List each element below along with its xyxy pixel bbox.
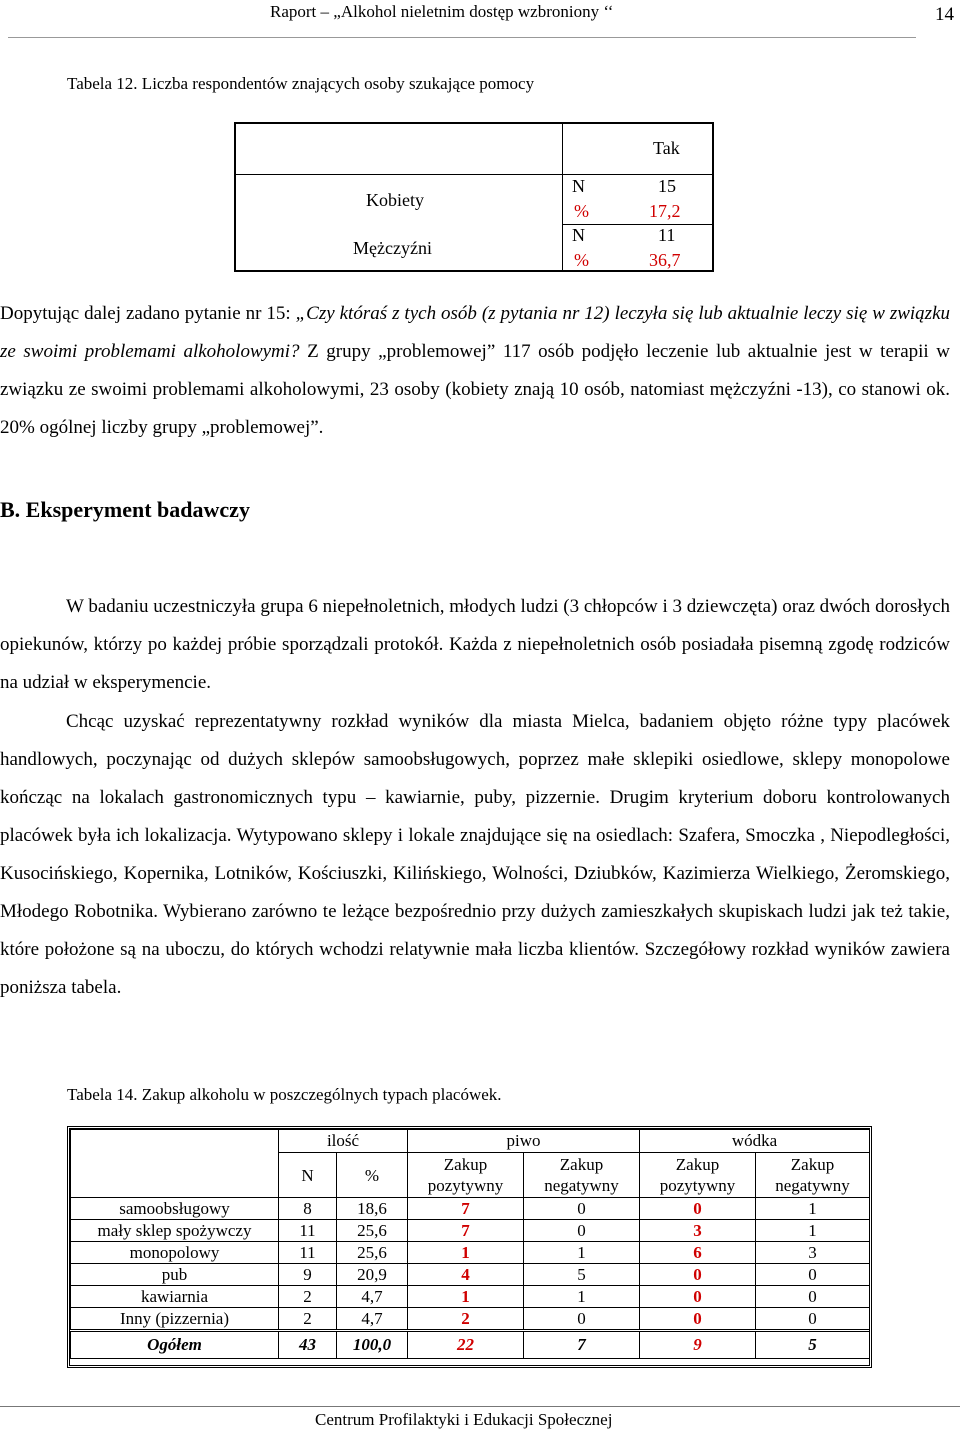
table14 (67, 1126, 872, 1368)
table-row: Inny (pizzernia) 2 4,7 2 0 0 0 (71, 1308, 870, 1331)
table14-header-n: N (279, 1153, 337, 1198)
table12-n-label: N (572, 225, 585, 245)
header-title: Raport – „Alkohol nieletnim dostęp wzbroniony ‘‘ (270, 2, 614, 21)
table-row: pub 9 20,9 4 5 0 0 (71, 1264, 870, 1286)
table12-pct-value: 17,2 (649, 201, 681, 221)
table14-header-piwo-pos: Zakup pozytywny (408, 1153, 524, 1198)
table14-total-row: Ogółem 43 100,0 22 7 9 5 (71, 1331, 870, 1359)
table12-n-label: N (572, 176, 585, 196)
table-row: monopolowy 11 25,6 1 1 6 3 (71, 1242, 870, 1264)
table14-header-wodka: wódka (640, 1130, 870, 1153)
header-rule (8, 37, 916, 38)
paragraph-question-15 (0, 295, 950, 447)
table14-header-wodka-pos: Zakup pozytywny (640, 1153, 756, 1198)
paragraph-lead: Dopytując dalej zadano pytanie nr 15: (0, 303, 296, 324)
table14-corner (71, 1130, 279, 1198)
table14-caption: Tabela 14. Zakup alkoholu w poszczególnych typach placówek. (67, 1085, 502, 1104)
table12-col-header: Tak (653, 138, 680, 158)
table12-caption: Tabela 12. Liczba respondentów znających osoby szukające pomocy (67, 74, 535, 93)
question-15-text: „Czy któraś z tych osób (z pytania nr 12) leczyła się lub aktualnie leczy się w związku ze swoimi problemami alkoholowymi? (0, 303, 950, 362)
table12-group-kobiety: Kobiety (366, 190, 424, 210)
paragraph-rest: Z grupy „problemowej” 117 osób podjęło leczenie lub aktualnie jest w terapii w związku ze swoimi problemami alkoholowymi, 23 osoby (kobiety znają 10 osób, natomiast mężczyźni -13), co stanowi ok. 20% ogólnej liczby grupy „problemowej”. (0, 341, 950, 438)
table12-n-value: 11 (658, 225, 676, 245)
table-row: mały sklep spożywczy 11 25,6 7 0 3 1 (71, 1220, 870, 1242)
table14-header-piwo: piwo (408, 1130, 640, 1153)
table12-pct-value: 36,7 (649, 250, 681, 270)
footer-rule (0, 1406, 960, 1407)
paragraph-method: Chcąc uzyskać reprezentatywny rozkład wyników dla miasta Mielca, badaniem objęto różne typy placówek handlowych, poczynając od dużych sklepów samoobsługowych, poprzez małe sklepiki osiedlowe, sklepy monopolowe kończąc na lokalach gastronomicznych typu – kawiarnie, puby, pizzernie. Drugim kryterium doboru kontrolowanych placówek była ich lokalizacja. Wytypowano sklepy i lokale znajdujące się na osiedlach: Szafera, Smoczka , Niepodległości, Kusocińskiego, Kopernika, Lotników, Kościuszki, Kilińskiego, Wolności, Dziubków, Kazimierza Wielkiego, Żeromskiego, Młodego Robotnika. Wybierano zarówno te leżące bezpośrednio przy dużych zamieszkałych skupiskach ludzi jak też takie, które położone są na uboczu, do których wchodzi relatywnie mała liczba klientów. Szczegółowy rozkład wyników zawiera poniższa tabela. (0, 711, 950, 998)
table-row: kawiarnia 2 4,7 1 1 0 0 (71, 1286, 870, 1308)
paragraph-participants: W badaniu uczestniczyła grupa 6 niepełnoletnich, młodych ludzi (3 chłopców i 3 dziewczęta) oraz dwóch dorosłych opiekunów, którzy po każdej próbie sporządzali protokół. Każda z niepełnoletnich osób posiadała pisemną zgodę rodziców na udział w eksperymencie. (0, 596, 950, 693)
table14-header-ilosc: ilość (279, 1130, 408, 1153)
table14-header-pct: % (337, 1153, 408, 1198)
table12-group-mezczyzni: Mężczyźni (353, 238, 432, 258)
footer-text: Centrum Profilaktyki i Edukacji Społecznej (315, 1410, 613, 1429)
table14-header-piwo-neg: Zakup negatywny (524, 1153, 640, 1198)
table-row: samoobsługowy 8 18,6 7 0 0 1 (71, 1198, 870, 1220)
table14-header-wodka-neg: Zakup negatywny (756, 1153, 870, 1198)
section-heading: B. Eksperyment badawczy (0, 497, 250, 522)
page-number: 14 (935, 4, 954, 25)
table12 (234, 122, 714, 272)
table12-pct-label: % (574, 250, 589, 270)
table12-n-value: 15 (658, 176, 676, 196)
table12-pct-label: % (574, 201, 589, 221)
